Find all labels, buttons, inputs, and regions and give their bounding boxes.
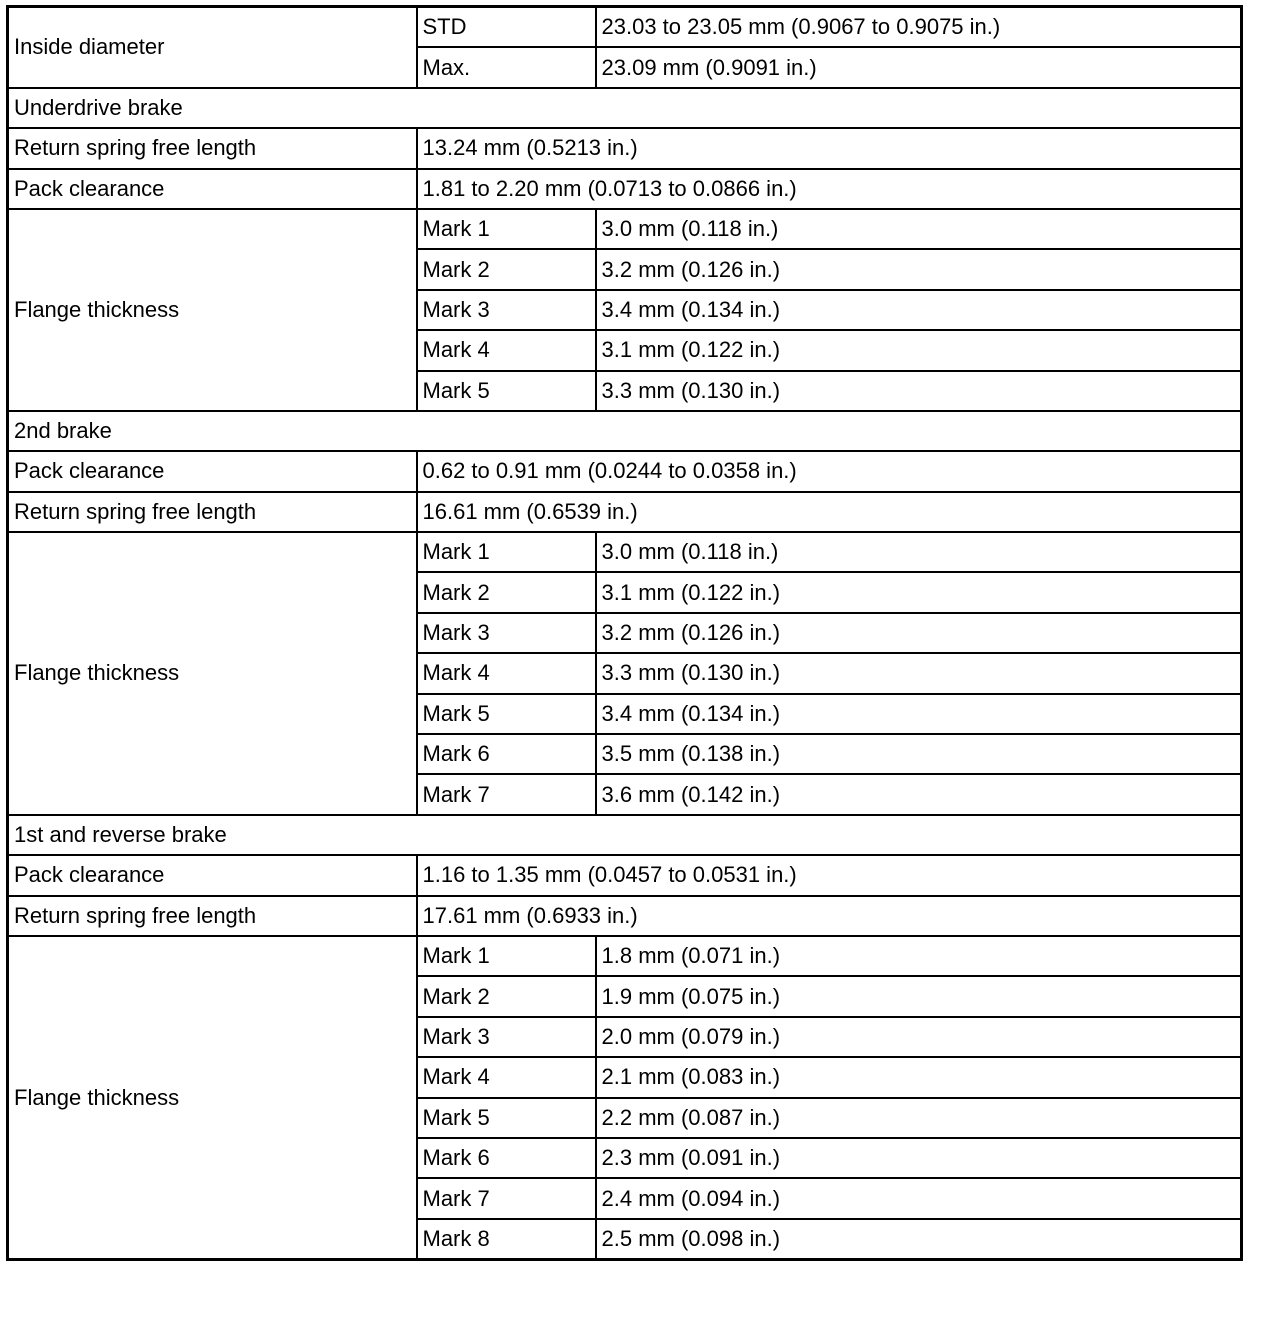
item-label: Pack clearance (8, 169, 417, 209)
spec-value: 17.61 mm (0.6933 in.) (417, 896, 1242, 936)
table-row (8, 7, 1242, 48)
spec-value: 3.4 mm (0.134 in.) (596, 694, 1242, 734)
spec-value: 3.3 mm (0.130 in.) (596, 653, 1242, 693)
specification-table (6, 5, 1243, 1261)
spec-value: 23.09 mm (0.9091 in.) (596, 47, 1242, 87)
mark-label: Mark 2 (417, 249, 596, 289)
spec-value: 3.5 mm (0.138 in.) (596, 734, 1242, 774)
section-header-row (8, 88, 1242, 128)
mark-label: Mark 1 (417, 936, 596, 976)
mark-label: Mark 8 (417, 1219, 596, 1260)
spec-value: 1.81 to 2.20 mm (0.0713 to 0.0866 in.) (417, 169, 1242, 209)
mark-label: Mark 5 (417, 694, 596, 734)
mark-label: Mark 1 (417, 532, 596, 572)
section-title: 2nd brake (8, 411, 1242, 451)
item-label: Return spring free length (8, 128, 417, 168)
mark-label: Mark 3 (417, 1017, 596, 1057)
spec-value: 16.61 mm (0.6539 in.) (417, 492, 1242, 532)
mark-label: Mark 6 (417, 734, 596, 774)
table-row (8, 169, 1242, 209)
mark-label: Mark 3 (417, 290, 596, 330)
spec-value: 3.3 mm (0.130 in.) (596, 371, 1242, 411)
mark-label: Mark 7 (417, 774, 596, 814)
spec-value: 3.6 mm (0.142 in.) (596, 774, 1242, 814)
spec-value: 2.2 mm (0.087 in.) (596, 1098, 1242, 1138)
mark-label: Mark 5 (417, 371, 596, 411)
spec-value: 2.0 mm (0.079 in.) (596, 1017, 1242, 1057)
sub-label: Max. (417, 47, 596, 87)
spec-value: 3.4 mm (0.134 in.) (596, 290, 1242, 330)
item-label: Flange thickness (8, 209, 417, 411)
spec-value: 0.62 to 0.91 mm (0.0244 to 0.0358 in.) (417, 451, 1242, 491)
mark-label: Mark 4 (417, 330, 596, 370)
spec-value: 3.0 mm (0.118 in.) (596, 532, 1242, 572)
spec-value: 3.2 mm (0.126 in.) (596, 249, 1242, 289)
item-label: Return spring free length (8, 896, 417, 936)
spec-value: 13.24 mm (0.5213 in.) (417, 128, 1242, 168)
item-label: Flange thickness (8, 936, 417, 1260)
spec-value: 3.0 mm (0.118 in.) (596, 209, 1242, 249)
item-label: Pack clearance (8, 451, 417, 491)
spec-value: 2.3 mm (0.091 in.) (596, 1138, 1242, 1178)
mark-label: Mark 7 (417, 1178, 596, 1218)
table-row (8, 209, 1242, 249)
item-label: Return spring free length (8, 492, 417, 532)
mark-label: Mark 2 (417, 976, 596, 1016)
mark-label: Mark 2 (417, 572, 596, 612)
spec-value: 2.4 mm (0.094 in.) (596, 1178, 1242, 1218)
mark-label: Mark 5 (417, 1098, 596, 1138)
spec-value: 1.16 to 1.35 mm (0.0457 to 0.0531 in.) (417, 855, 1242, 895)
sub-label: STD (417, 7, 596, 48)
mark-label: Mark 4 (417, 1057, 596, 1097)
item-label: Flange thickness (8, 532, 417, 815)
spec-value: 3.1 mm (0.122 in.) (596, 572, 1242, 612)
section-title: 1st and reverse brake (8, 815, 1242, 855)
table-row (8, 896, 1242, 936)
table-row (8, 451, 1242, 491)
spec-value: 2.1 mm (0.083 in.) (596, 1057, 1242, 1097)
mark-label: Mark 6 (417, 1138, 596, 1178)
spec-value: 23.03 to 23.05 mm (0.9067 to 0.9075 in.) (596, 7, 1242, 48)
section-title: Underdrive brake (8, 88, 1242, 128)
spec-value: 3.1 mm (0.122 in.) (596, 330, 1242, 370)
item-label: Inside diameter (8, 7, 417, 88)
table-row (8, 492, 1242, 532)
spec-value: 1.9 mm (0.075 in.) (596, 976, 1242, 1016)
section-header-row (8, 411, 1242, 451)
table-row (8, 532, 1242, 572)
spec-value: 1.8 mm (0.071 in.) (596, 936, 1242, 976)
section-header-row (8, 815, 1242, 855)
item-label: Pack clearance (8, 855, 417, 895)
table-row (8, 855, 1242, 895)
table-row (8, 936, 1242, 976)
table-row (8, 128, 1242, 168)
mark-label: Mark 3 (417, 613, 596, 653)
mark-label: Mark 1 (417, 209, 596, 249)
mark-label: Mark 4 (417, 653, 596, 693)
spec-value: 2.5 mm (0.098 in.) (596, 1219, 1242, 1260)
spec-value: 3.2 mm (0.126 in.) (596, 613, 1242, 653)
